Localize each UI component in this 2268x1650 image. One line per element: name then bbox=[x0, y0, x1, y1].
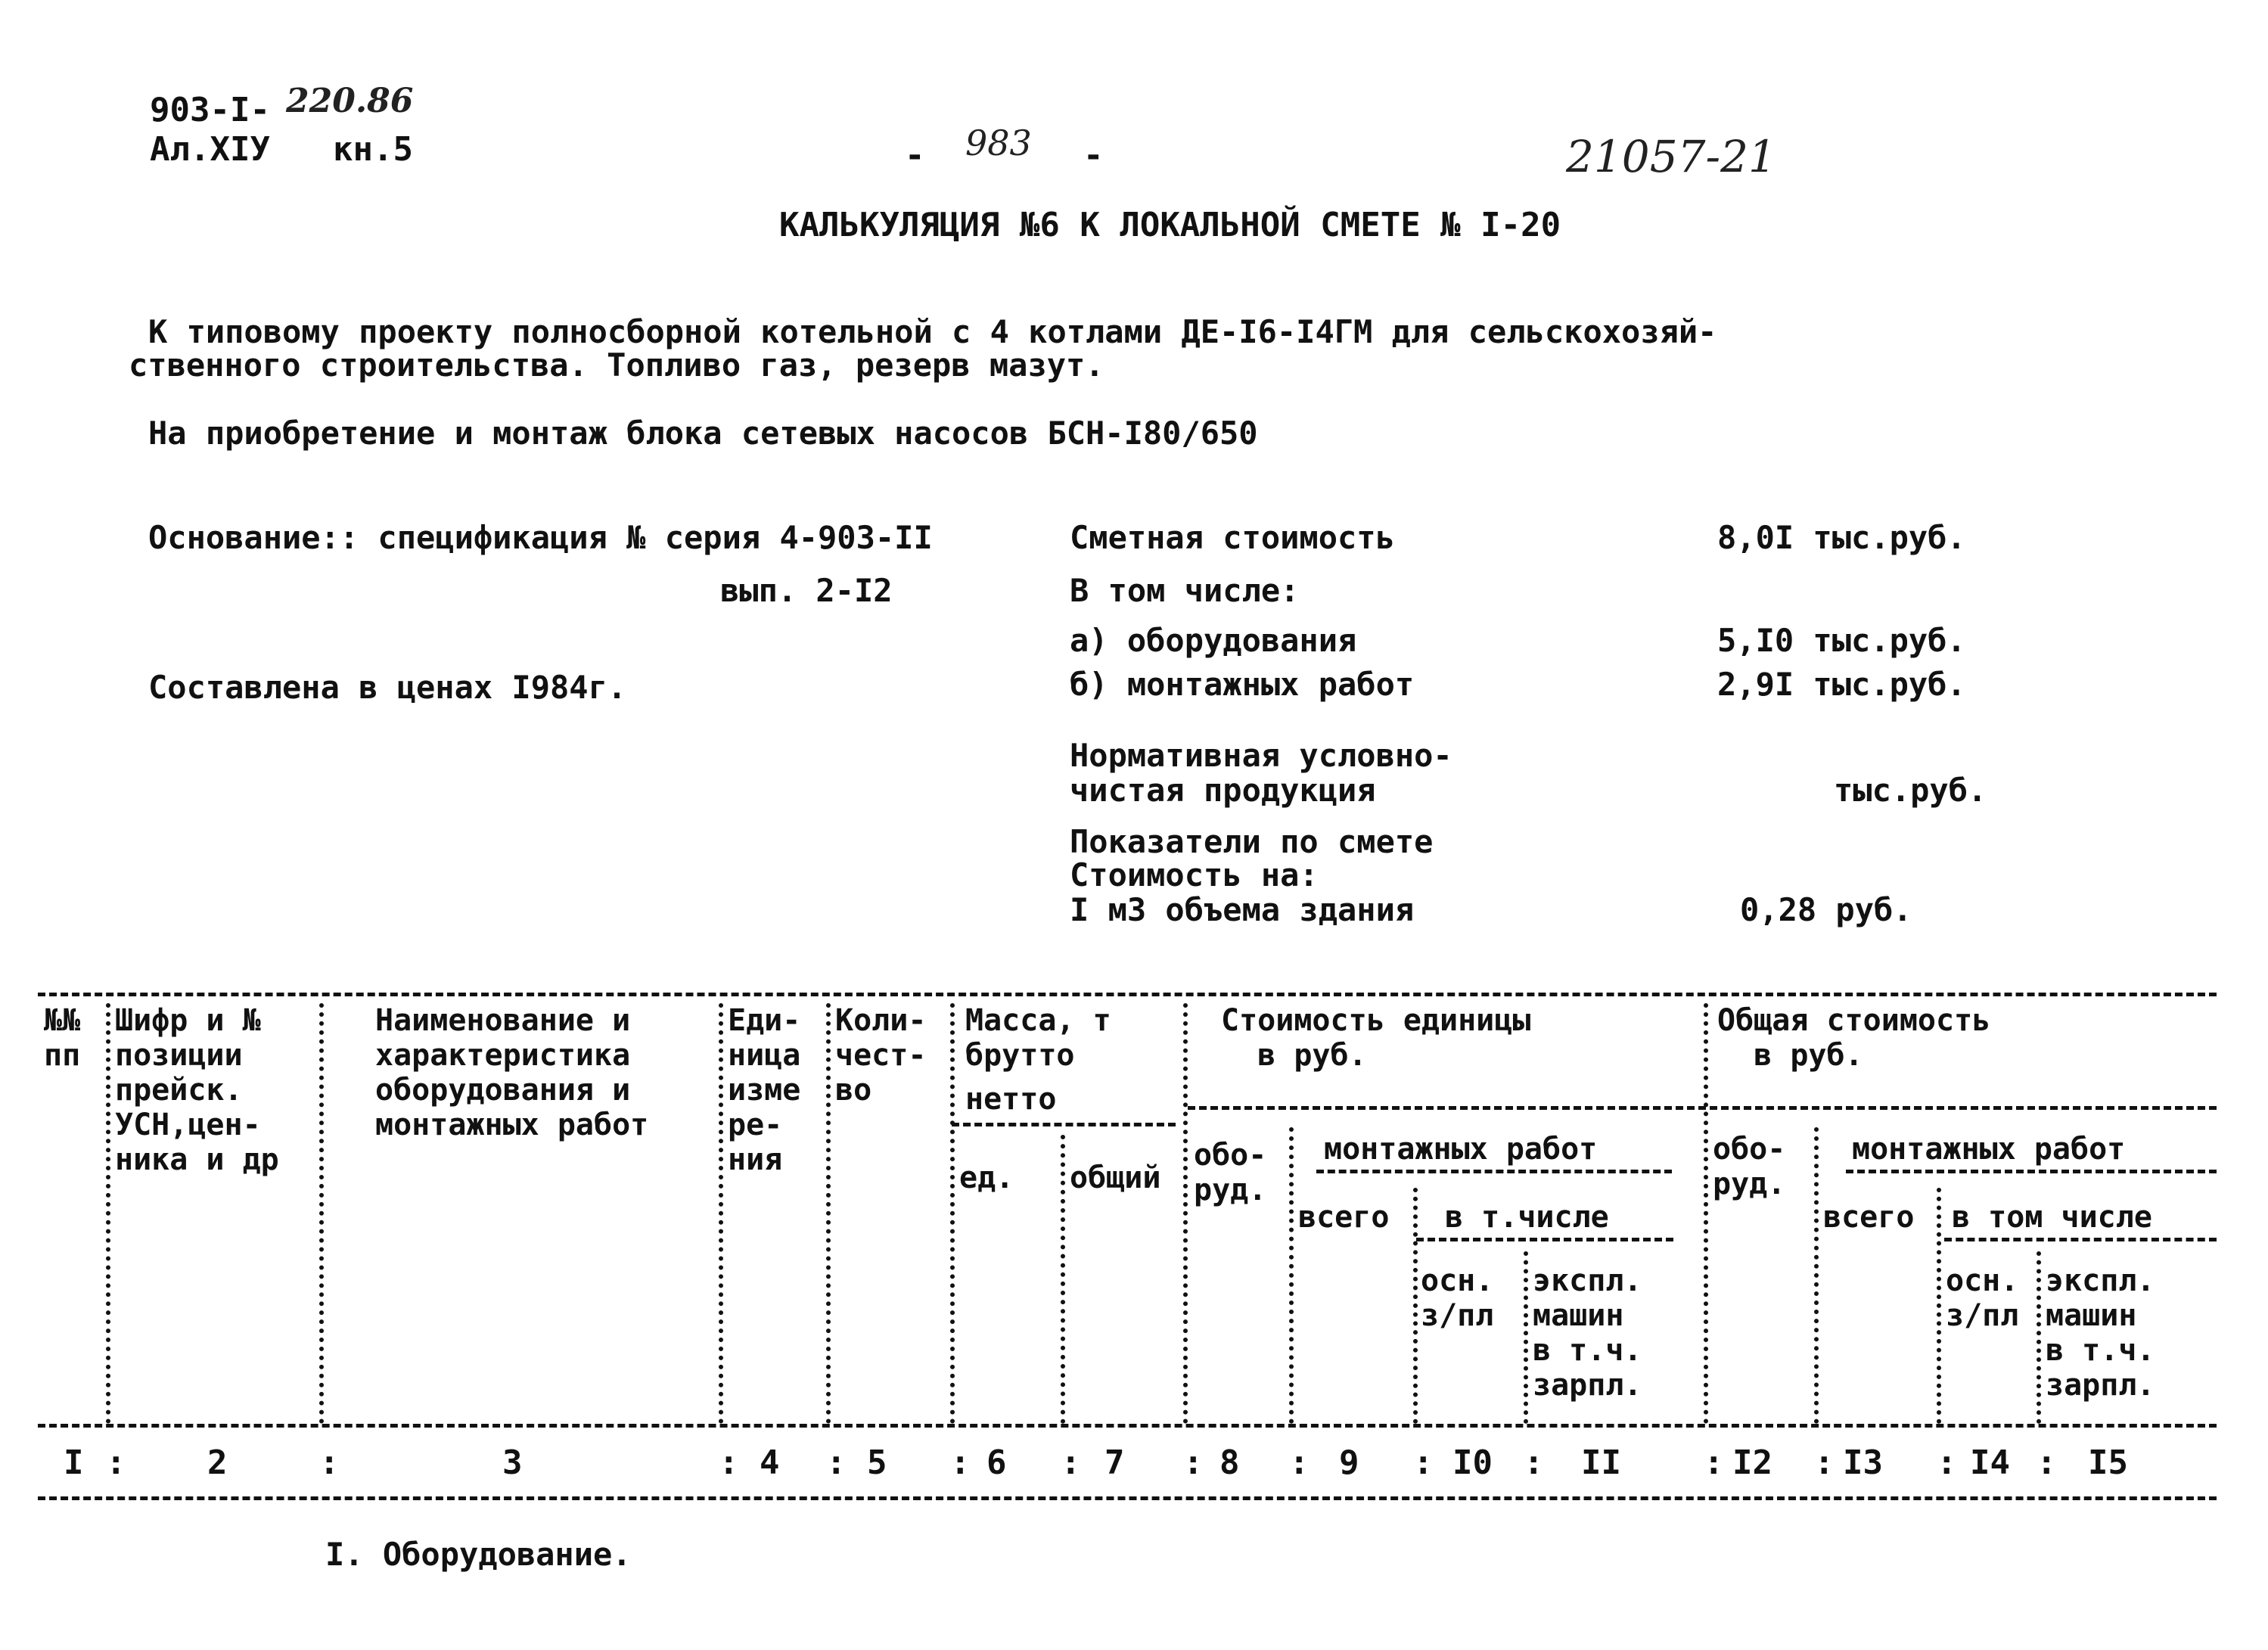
col-header-13: всего bbox=[1823, 1200, 1915, 1235]
col-sep-2 bbox=[319, 1003, 324, 1424]
page-number-dash-right: - bbox=[1083, 136, 1104, 175]
num-sep: : bbox=[1937, 1443, 1957, 1482]
num-sep: : bbox=[1814, 1443, 1835, 1482]
col-sep-13 bbox=[1937, 1188, 1941, 1424]
install-rule-2 bbox=[1846, 1170, 2217, 1173]
page-number-dash-left: - bbox=[905, 136, 925, 175]
col-header-total-cost: Общая стоимость в руб. bbox=[1717, 1003, 1991, 1073]
netto-rule bbox=[952, 1123, 1176, 1126]
num-sep: : bbox=[719, 1443, 739, 1482]
normative-line-1: Нормативная условно- bbox=[1070, 737, 1452, 774]
col-sep-1 bbox=[106, 1003, 110, 1424]
header-bottom-rule bbox=[38, 1424, 2217, 1428]
col-number-6: 6 bbox=[986, 1443, 1007, 1482]
incl-rule-1 bbox=[1416, 1238, 1673, 1241]
col-number-11: II bbox=[1581, 1443, 1621, 1482]
col-header-10: осн. з/пл bbox=[1421, 1263, 1494, 1333]
equipment-label: а) оборудования bbox=[1070, 622, 1357, 659]
col-sep-11 bbox=[1704, 1003, 1708, 1424]
col-number-5: 5 bbox=[867, 1443, 887, 1482]
col-header-2: Шифр и № позиции прейск. УСН,цен- ника и др bbox=[115, 1003, 279, 1177]
col-header-4: Еди- ница изме ре- ния bbox=[728, 1003, 801, 1177]
col-header-6: ед. bbox=[959, 1161, 1014, 1195]
numbers-bottom-rule bbox=[38, 1496, 2217, 1500]
col-header-incl: в т.числе bbox=[1445, 1200, 1609, 1235]
prices-year: Составлена в ценах I984г. bbox=[148, 669, 627, 706]
num-sep: : bbox=[1061, 1443, 1081, 1482]
col-header-12: обо- руд. bbox=[1713, 1132, 1786, 1201]
basis-line-1: Основание:: спецификация № серия 4-903-II bbox=[148, 519, 933, 556]
install-rule-1 bbox=[1316, 1170, 1672, 1173]
normative-line-2: чистая продукция bbox=[1070, 772, 1376, 809]
cost-header-rule bbox=[1188, 1106, 2217, 1110]
estimated-cost-value: 8,0I тыс.руб. bbox=[1717, 519, 1966, 556]
col-header-8: обо- руд. bbox=[1194, 1138, 1267, 1207]
page-number: 983 bbox=[965, 123, 1032, 163]
col-header-7: общий bbox=[1070, 1161, 1161, 1195]
indicators-line-1: Показатели по смете bbox=[1070, 823, 1434, 860]
including-label: В том числе: bbox=[1070, 572, 1300, 609]
subject-line: На приобретение и монтаж блока сетевых насосов БСН-I80/650 bbox=[148, 415, 1258, 452]
col-sep-14 bbox=[2037, 1251, 2041, 1424]
intro-line-1: К типовому проекту полносборной котельной с 4 котлами ДЕ-I6-I4ГМ для сельскохозяй- bbox=[148, 313, 1717, 350]
col-number-1: I bbox=[64, 1443, 84, 1482]
install-value: 2,9I тыс.руб. bbox=[1717, 666, 1966, 703]
intro-line-2: ственного строительства. Топливо газ, резерв мазут. bbox=[129, 346, 1104, 384]
num-sep: : bbox=[826, 1443, 847, 1482]
num-sep: : bbox=[1289, 1443, 1310, 1482]
indicators-line-3: I м3 объема здания bbox=[1070, 891, 1415, 928]
col-header-install-2: монтажных работ bbox=[1852, 1132, 2126, 1167]
col-header-mass: Масса, т брутто bbox=[965, 1003, 1111, 1073]
col-number-9: 9 bbox=[1339, 1443, 1359, 1482]
col-header-netto: нетто bbox=[965, 1082, 1057, 1117]
document-title: КАЛЬКУЛЯЦИЯ №6 К ЛОКАЛЬНОЙ СМЕТЕ № I-20 bbox=[779, 206, 1561, 244]
col-number-7: 7 bbox=[1104, 1443, 1125, 1482]
col-header-9: всего bbox=[1298, 1200, 1390, 1235]
indicators-value: 0,28 руб. bbox=[1740, 891, 1912, 928]
col-number-3: 3 bbox=[502, 1443, 523, 1482]
normative-value: тыс.руб. bbox=[1834, 772, 1987, 809]
col-sep-8 bbox=[1289, 1127, 1294, 1424]
stamp-series: 903-I- bbox=[150, 91, 270, 129]
num-sep: : bbox=[2037, 1443, 2057, 1482]
col-header-install: монтажных работ bbox=[1324, 1132, 1598, 1167]
col-sep-12 bbox=[1814, 1127, 1819, 1424]
col-header-15: экспл. машин в т.ч. зарпл. bbox=[2046, 1263, 2155, 1403]
num-sep: : bbox=[1524, 1443, 1544, 1482]
num-sep: : bbox=[1183, 1443, 1204, 1482]
num-sep: : bbox=[1704, 1443, 1724, 1482]
col-number-10: I0 bbox=[1452, 1443, 1493, 1482]
document-number: 21057-21 bbox=[1566, 131, 1776, 182]
num-sep: : bbox=[1413, 1443, 1434, 1482]
col-sep-6 bbox=[1061, 1135, 1065, 1424]
col-number-14: I4 bbox=[1970, 1443, 2010, 1482]
col-number-15: I5 bbox=[2088, 1443, 2128, 1482]
col-header-11: экспл. машин в т.ч. зарпл. bbox=[1533, 1263, 1642, 1403]
col-sep-10 bbox=[1524, 1251, 1528, 1424]
section-title: I. Оборудование. bbox=[325, 1536, 632, 1573]
estimated-cost-label: Сметная стоимость bbox=[1070, 519, 1395, 556]
col-number-12: I2 bbox=[1732, 1443, 1772, 1482]
col-header-1: №№ пп bbox=[44, 1003, 81, 1073]
col-number-8: 8 bbox=[1219, 1443, 1240, 1482]
col-header-3: Наименование и характеристика оборудования и монтажных работ bbox=[375, 1003, 649, 1142]
col-header-unit-cost: Стоимость единицы в руб. bbox=[1221, 1003, 1531, 1073]
col-number-13: I3 bbox=[1843, 1443, 1883, 1482]
col-sep-7 bbox=[1183, 1003, 1188, 1424]
basis-line-2: вып. 2-I2 bbox=[720, 572, 893, 609]
col-header-14: осн. з/пл bbox=[1946, 1263, 2019, 1333]
col-header-5: Коли- чест- во bbox=[835, 1003, 927, 1108]
table-top-rule bbox=[38, 993, 2217, 996]
stamp-album: Ал.XIУ bbox=[150, 130, 270, 169]
num-sep: : bbox=[106, 1443, 126, 1482]
col-sep-4 bbox=[826, 1003, 831, 1424]
stamp-series-handwritten: 220.86 bbox=[286, 82, 414, 120]
indicators-line-2: Стоимость на: bbox=[1070, 856, 1319, 893]
col-header-incl-2: в том числе bbox=[1952, 1200, 2152, 1235]
num-sep: : bbox=[319, 1443, 340, 1482]
col-number-4: 4 bbox=[760, 1443, 780, 1482]
col-sep-5 bbox=[950, 1003, 955, 1424]
incl-rule-2 bbox=[1944, 1238, 2217, 1241]
install-label: б) монтажных работ bbox=[1070, 666, 1415, 703]
equipment-value: 5,I0 тыс.руб. bbox=[1717, 622, 1966, 659]
num-sep: : bbox=[950, 1443, 971, 1482]
col-sep-3 bbox=[719, 1003, 723, 1424]
stamp-book: кн.5 bbox=[333, 130, 413, 169]
col-sep-9 bbox=[1413, 1188, 1418, 1424]
col-number-2: 2 bbox=[207, 1443, 228, 1482]
